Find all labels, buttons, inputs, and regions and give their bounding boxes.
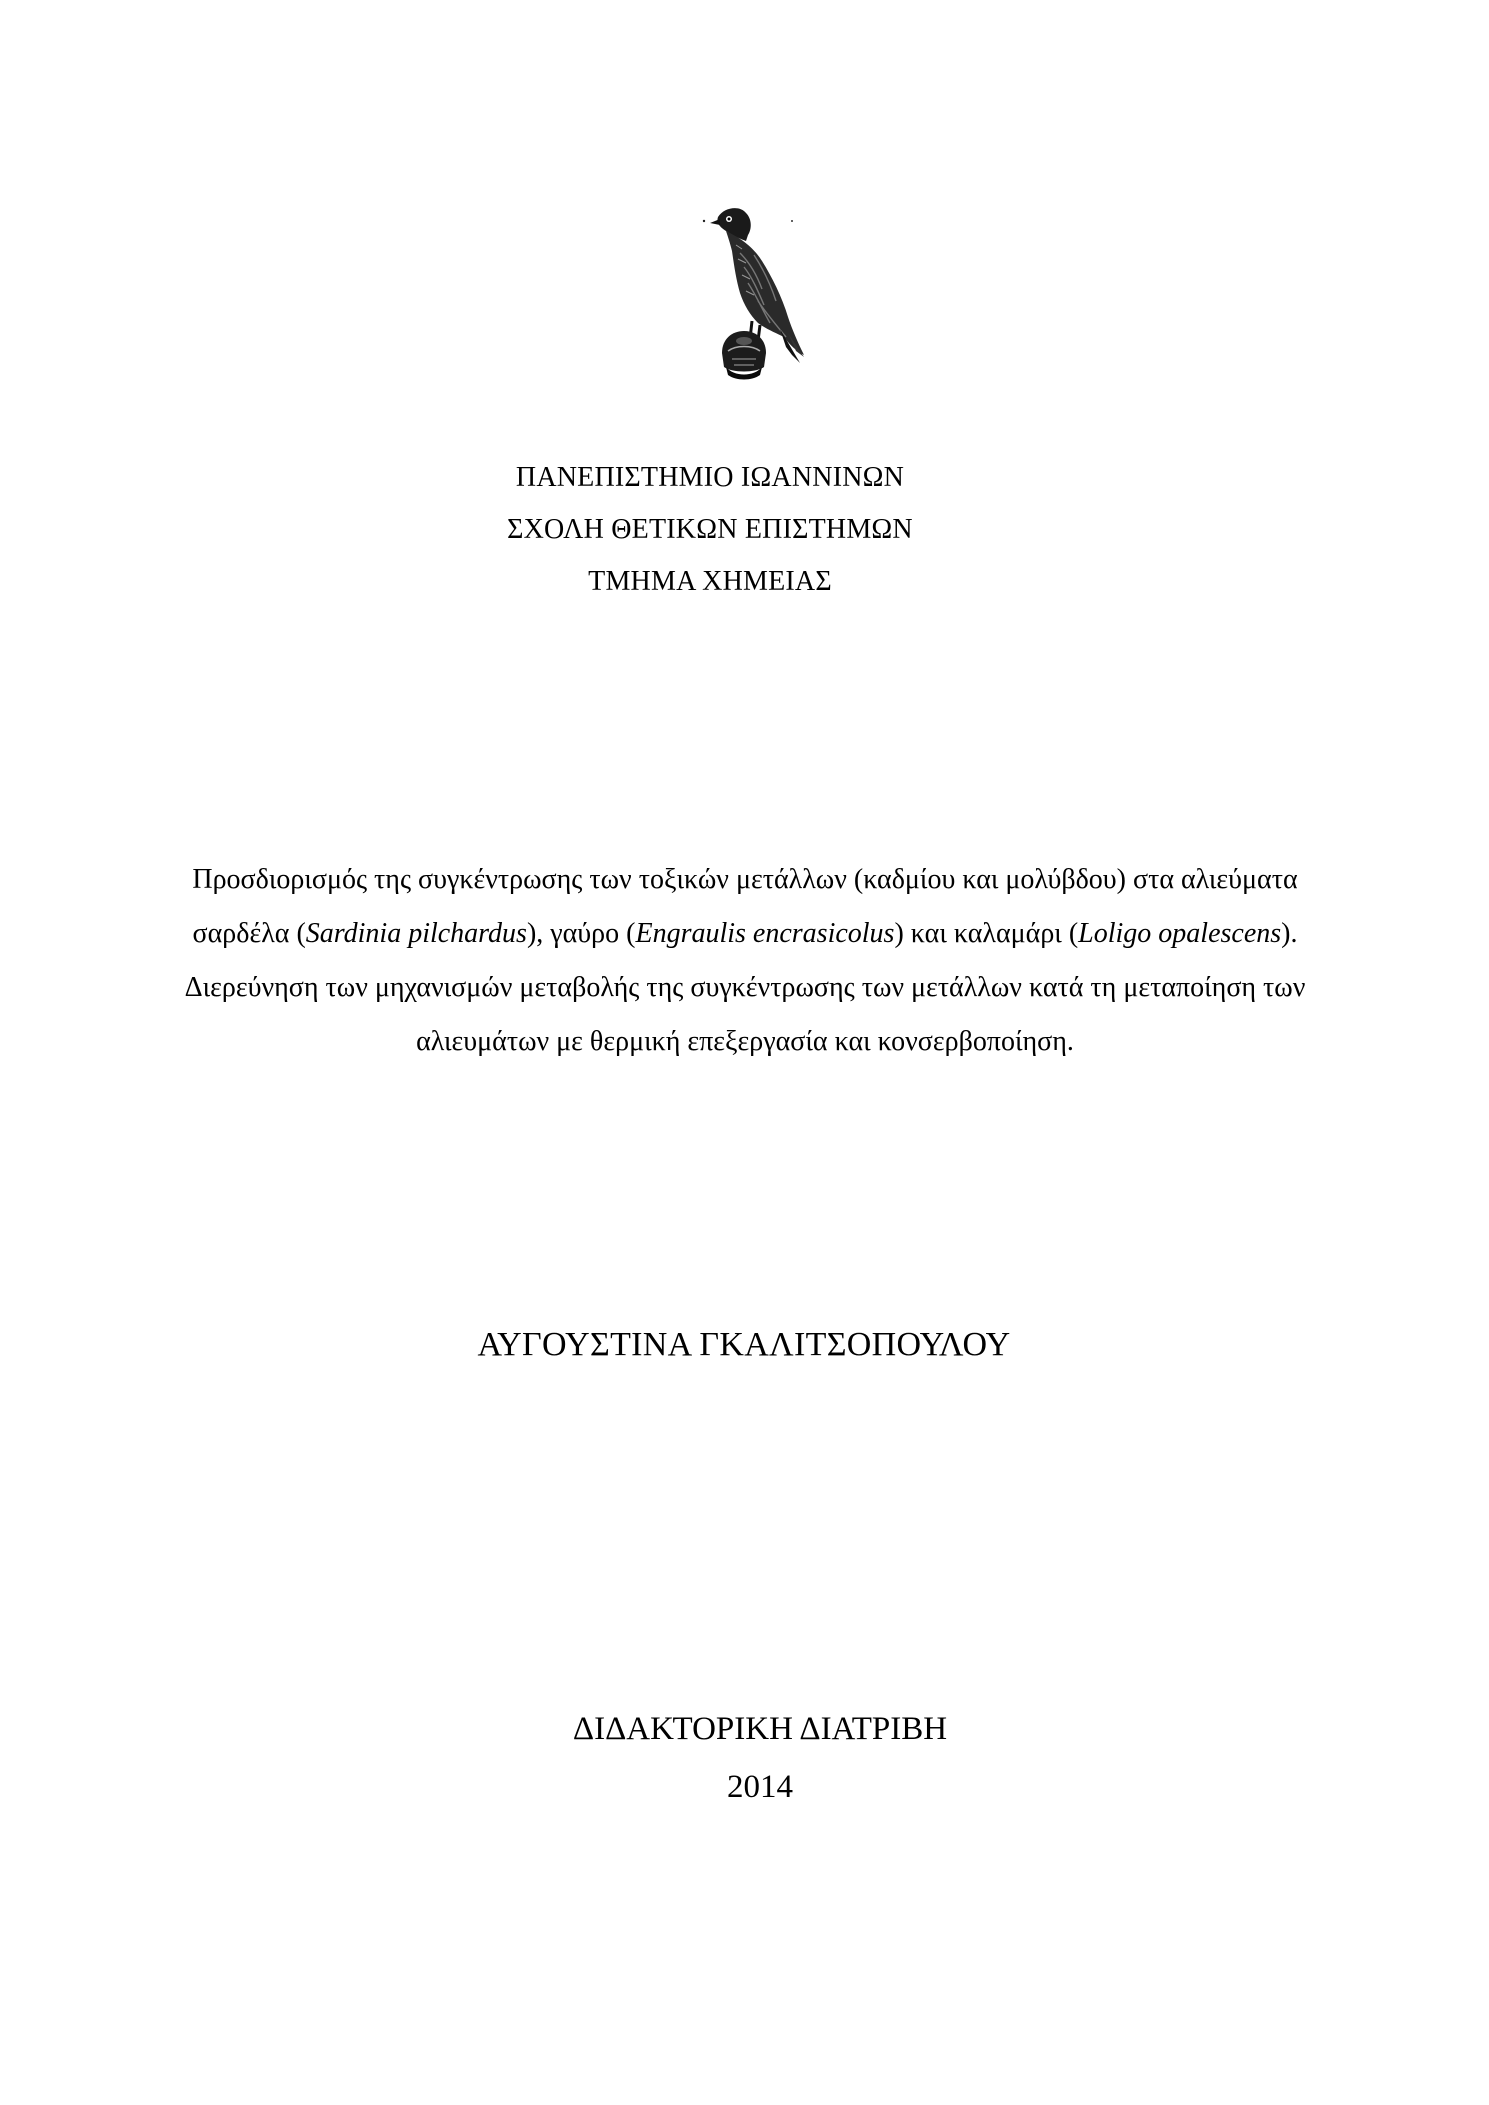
species-anchovy: Engraulis encrasicolus xyxy=(635,918,895,949)
school-name: ΣΧΟΛΗ ΘΕΤΙΚΩΝ ΕΠΙΣΤΗΜΩΝ xyxy=(507,514,913,545)
species-sardine: Sardinia pilchardus xyxy=(305,918,527,949)
title-text-3: ) και καλαμάρι ( xyxy=(894,918,1079,949)
university-name: ΠΑΝΕΠΙΣΤΗΜΙΟ ΙΩΑΝΝΙΝΩΝ xyxy=(515,462,905,493)
title-text-4: ). Διερεύνηση των μηχανισμών μεταβολής της συγκέντρωσης των μετάλλων κατά τη μεταποίηση των αλιευμάτων με θερμική επεξεργασία και κονσερβοποίηση. xyxy=(184,918,1306,1057)
degree-year: 2014 xyxy=(727,1769,793,1805)
degree-label: ΔΙΔΑΚΤΟΡΙΚΗ ΔΙΑΤΡΙΒΗ xyxy=(572,1711,948,1747)
institution-block xyxy=(340,452,1080,608)
title-text-1: Προσδιορισμός της συγκέντρωσης των τοξικών μετάλλων (καδμίου και μολύβδου) στα αλιεύματα σαρδέλα ( xyxy=(192,864,1298,949)
author-name: ΑΥΓΟΥΣΤΙΝΑ ΓΚΑΛΙΤΣΟΠΟΥΛΟΥ xyxy=(477,1326,1011,1363)
species-squid: Loligo opalescens xyxy=(1078,918,1282,949)
owl-emblem-icon xyxy=(696,205,806,380)
title-text-2: ), γαύρο ( xyxy=(526,918,636,949)
department-name: ΤΜΗΜΑ ΧΗΜΕΙΑΣ xyxy=(588,566,832,597)
degree-block xyxy=(400,1700,1120,1816)
thesis-title xyxy=(170,853,1320,1069)
